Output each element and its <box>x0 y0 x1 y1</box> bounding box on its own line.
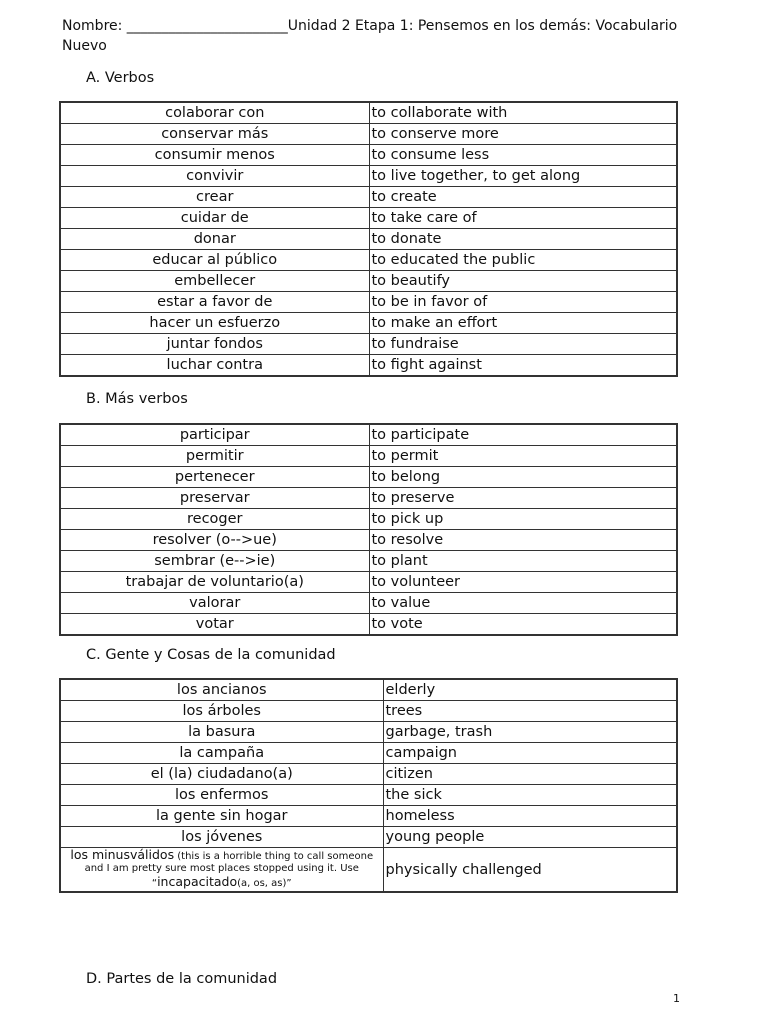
table-row <box>60 551 677 572</box>
spanish-term: luchar contra <box>60 355 369 377</box>
header-line-1: Nombre: _______________________Unidad 2 Etapa 1: Pensemos en los demás: Vocabulario <box>62 18 678 34</box>
verbs-table <box>59 101 678 377</box>
table-row <box>60 743 677 764</box>
spanish-term: sembrar (e-->ie) <box>60 551 369 572</box>
table-row <box>60 334 677 355</box>
section-c-heading: C. Gente y Cosas de la comunidad <box>86 647 336 663</box>
spanish-term: cuidar de <box>60 208 369 229</box>
table-row <box>60 701 677 722</box>
spanish-term: los árboles <box>60 701 383 722</box>
table-row <box>60 250 677 271</box>
english-translation: to vote <box>369 614 677 636</box>
table-row <box>60 292 677 313</box>
table-row <box>60 509 677 530</box>
spanish-term: la gente sin hogar <box>60 806 383 827</box>
table-row <box>60 614 677 636</box>
spanish-term: resolver (o-->ue) <box>60 530 369 551</box>
spanish-term: participar <box>60 424 369 446</box>
spanish-term: trabajar de voluntario(a) <box>60 572 369 593</box>
table-row <box>60 124 677 145</box>
community-people-table <box>59 678 678 893</box>
spanish-term: juntar fondos <box>60 334 369 355</box>
english-translation: to beautify <box>369 271 677 292</box>
english-translation: young people <box>383 827 677 848</box>
spanish-term: el (la) ciudadano(a) <box>60 764 383 785</box>
table-row <box>60 572 677 593</box>
spanish-term: consumir menos <box>60 145 369 166</box>
english-translation: to educated the public <box>369 250 677 271</box>
spanish-term: los enfermos <box>60 785 383 806</box>
table-row <box>60 848 677 893</box>
spanish-term: permitir <box>60 446 369 467</box>
english-translation: garbage, trash <box>383 722 677 743</box>
english-translation: to donate <box>369 229 677 250</box>
header-line-2: Nuevo <box>62 38 107 54</box>
table-row <box>60 785 677 806</box>
english-translation: to fundraise <box>369 334 677 355</box>
table-row <box>60 446 677 467</box>
table-row <box>60 679 677 701</box>
english-translation: to consume less <box>369 145 677 166</box>
table-row <box>60 467 677 488</box>
english-translation: physically challenged <box>383 848 677 893</box>
spanish-term: los ancianos <box>60 679 383 701</box>
table-row <box>60 229 677 250</box>
english-translation: to pick up <box>369 509 677 530</box>
table-row <box>60 208 677 229</box>
table-row <box>60 355 677 377</box>
english-translation: to live together, to get along <box>369 166 677 187</box>
spanish-term: estar a favor de <box>60 292 369 313</box>
english-translation: to volunteer <box>369 572 677 593</box>
spanish-term: colaborar con <box>60 102 369 124</box>
english-translation: to fight against <box>369 355 677 377</box>
english-translation: to take care of <box>369 208 677 229</box>
spanish-term: crear <box>60 187 369 208</box>
spanish-term: hacer un esfuerzo <box>60 313 369 334</box>
english-translation: to plant <box>369 551 677 572</box>
spanish-term: la campaña <box>60 743 383 764</box>
spanish-term: educar al público <box>60 250 369 271</box>
table-row <box>60 102 677 124</box>
english-translation: to be in favor of <box>369 292 677 313</box>
english-translation: trees <box>383 701 677 722</box>
english-translation: to create <box>369 187 677 208</box>
spanish-term: donar <box>60 229 369 250</box>
table-row <box>60 764 677 785</box>
english-translation: campaign <box>383 743 677 764</box>
english-translation: to preserve <box>369 488 677 509</box>
english-translation: to make an effort <box>369 313 677 334</box>
english-translation: to conserve more <box>369 124 677 145</box>
table-row <box>60 530 677 551</box>
spanish-term: convivir <box>60 166 369 187</box>
english-translation: to resolve <box>369 530 677 551</box>
table-row <box>60 424 677 446</box>
english-translation: to value <box>369 593 677 614</box>
spanish-term: los jóvenes <box>60 827 383 848</box>
table-row <box>60 827 677 848</box>
page-header <box>62 16 702 56</box>
more-verbs-table <box>59 423 678 636</box>
section-d-heading: D. Partes de la comunidad <box>86 971 278 987</box>
spanish-term: valorar <box>60 593 369 614</box>
table-row <box>60 313 677 334</box>
spanish-term-with-note: los minusválidos (this is a horrible thing to call someone and I am pretty sure most places stopped using it. Use “incapacitado(a, os, as)” <box>60 848 383 893</box>
english-translation: homeless <box>383 806 677 827</box>
table-row <box>60 806 677 827</box>
section-a-heading: A. Verbos <box>86 70 155 86</box>
spanish-term: embellecer <box>60 271 369 292</box>
spanish-term: votar <box>60 614 369 636</box>
english-translation: to collaborate with <box>369 102 677 124</box>
english-translation: to belong <box>369 467 677 488</box>
table-row <box>60 166 677 187</box>
table-row <box>60 187 677 208</box>
spanish-term: conservar más <box>60 124 369 145</box>
spanish-term: preservar <box>60 488 369 509</box>
english-translation: citizen <box>383 764 677 785</box>
table-row <box>60 488 677 509</box>
english-translation: to participate <box>369 424 677 446</box>
section-b-heading: B. Más verbos <box>86 391 188 407</box>
spanish-term: recoger <box>60 509 369 530</box>
english-translation: the sick <box>383 785 677 806</box>
spanish-term: pertenecer <box>60 467 369 488</box>
spanish-term: la basura <box>60 722 383 743</box>
page-number: 1 <box>673 992 680 1005</box>
table-row <box>60 593 677 614</box>
english-translation: to permit <box>369 446 677 467</box>
table-row <box>60 145 677 166</box>
english-translation: elderly <box>383 679 677 701</box>
table-row <box>60 271 677 292</box>
table-row <box>60 722 677 743</box>
